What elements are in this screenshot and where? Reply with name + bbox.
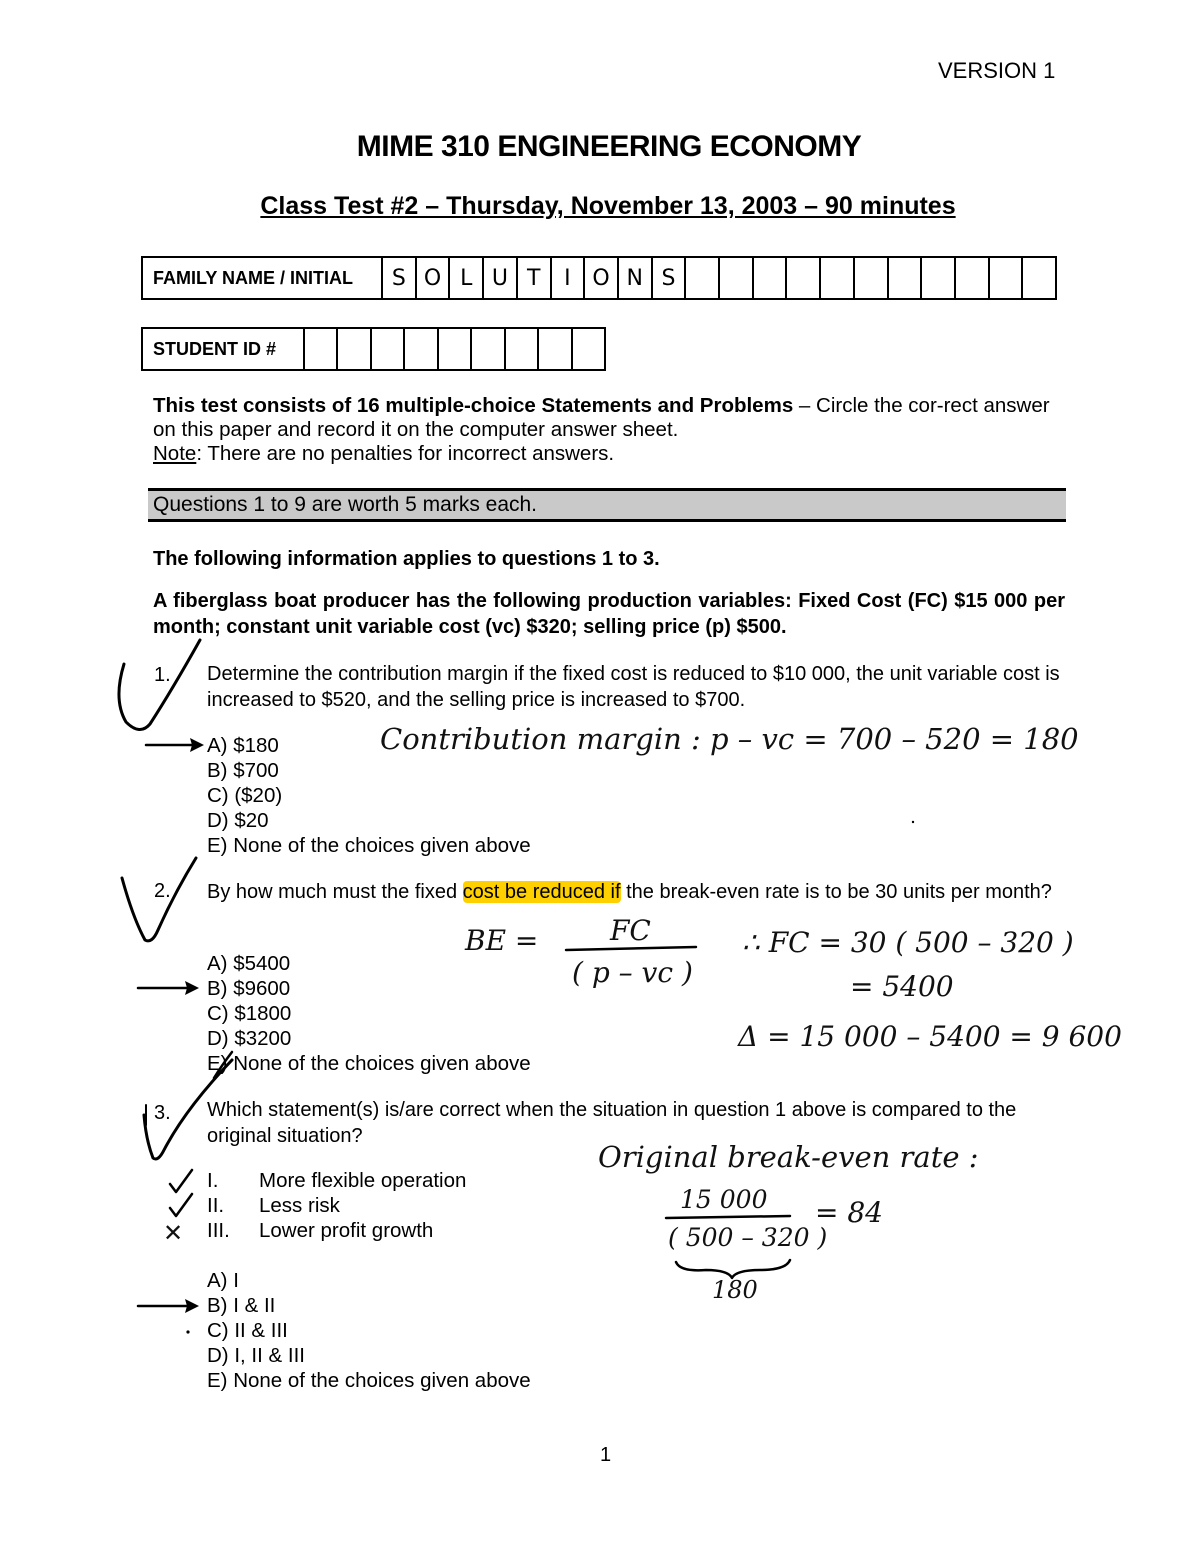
q3-statement-text: Lower profit growth bbox=[259, 1219, 434, 1242]
course-title: MIME 310 ENGINEERING ECONOMY bbox=[356, 130, 862, 163]
q2-option[interactable]: A) $5400 bbox=[207, 952, 291, 975]
q3-option[interactable]: C) II & III bbox=[207, 1319, 288, 1342]
q2-hw-denominator: ( p – vc ) bbox=[572, 956, 693, 989]
q3-statement-number: III. bbox=[207, 1219, 230, 1242]
q3-option[interactable]: D) I, II & III bbox=[207, 1344, 305, 1367]
family-name-cell[interactable]: U bbox=[482, 258, 516, 298]
instructions-bold: This test consists of 16 multiple-choice Statements and Problems bbox=[153, 394, 794, 417]
q2-hw-numerator: FC bbox=[610, 914, 651, 947]
family-name-cell[interactable]: T bbox=[516, 258, 550, 298]
q2-option[interactable]: B) $9600 bbox=[207, 977, 291, 1000]
family-name-cell[interactable]: S bbox=[651, 258, 685, 298]
family-name-cell[interactable]: I bbox=[550, 258, 584, 298]
family-name-cell[interactable]: L bbox=[448, 258, 482, 298]
q1-option[interactable]: C) ($20) bbox=[207, 784, 283, 807]
info-applies: The following information applies to questions 1 to 3. bbox=[153, 548, 660, 570]
info-setup: A fiberglass boat producer has the following production variables: Fixed Cost (FC) $15 000 per month; constant unit variable cost (vc) $320; selling price (p) $500. bbox=[153, 590, 1065, 638]
q2-text-after: the break-even rate is to be 30 units per month? bbox=[620, 881, 1052, 903]
note-text: : There are no penalties for incorrect answers. bbox=[196, 442, 615, 465]
q2-option[interactable]: E) None of the choices given above bbox=[207, 1052, 531, 1075]
section-band: Questions 1 to 9 are worth 5 marks each. bbox=[148, 488, 1066, 522]
q3-hw-numerator: 15 000 bbox=[680, 1185, 768, 1214]
version-label: VERSION 1 bbox=[938, 58, 1056, 83]
q1-option[interactable]: D) $20 bbox=[207, 809, 269, 832]
note-label: Note bbox=[153, 442, 197, 465]
student-id-label: STUDENT ID # bbox=[143, 329, 305, 369]
q3-fraction-bar bbox=[666, 1216, 790, 1218]
q3-hw-under: 180 bbox=[712, 1276, 758, 1304]
q1-option[interactable]: E) None of the choices given above bbox=[207, 834, 531, 857]
q3-option[interactable]: E) None of the choices given above bbox=[207, 1369, 531, 1392]
q3-statement-number: I. bbox=[207, 1169, 219, 1192]
family-name-cell[interactable]: O bbox=[583, 258, 617, 298]
q2-text-before: By how much must the fixed bbox=[207, 881, 463, 903]
q2-option[interactable]: D) $3200 bbox=[207, 1027, 292, 1050]
q1-text: Determine the contribution margin if the fixed cost is reduced to $10 000, the unit variable cost is increased to $520, and the selling price is increased to $700. bbox=[207, 663, 1060, 711]
q3-hw-result: = 84 bbox=[815, 1196, 883, 1229]
family-name-cell[interactable]: S bbox=[391, 265, 406, 291]
q2-highlight: cost be reduced if bbox=[462, 881, 621, 903]
q2-hw-fc: ∴ FC = 30 ( 500 – 320 ) bbox=[742, 926, 1074, 959]
q3-hw-title: Original break-even rate : bbox=[598, 1140, 979, 1174]
q2-fraction-bar bbox=[566, 947, 696, 950]
family-name-cell[interactable]: O bbox=[415, 258, 449, 298]
page-number: 1 bbox=[600, 1444, 612, 1466]
family-name-cell[interactable]: N bbox=[617, 258, 651, 298]
q1-number: 1. bbox=[154, 664, 171, 686]
q3-option[interactable]: A) I bbox=[207, 1269, 239, 1292]
q3-x-mark: ✕ bbox=[163, 1219, 184, 1247]
q3-text: Which statement(s) is/are correct when the situation in question 1 above is compared to the original situation? bbox=[207, 1099, 1017, 1147]
q1-option[interactable]: A) $180 bbox=[207, 734, 279, 757]
instructions-rest: – Circle the cor-rect answer on this paper and record it on the computer answer sheet. bbox=[153, 394, 1050, 441]
q1-checkmark-icon bbox=[119, 640, 200, 730]
q2-hw-be: BE = bbox=[465, 924, 539, 957]
q2-hw-eq: = 5400 bbox=[850, 970, 954, 1003]
stmt2-tick-icon bbox=[170, 1194, 192, 1216]
q2-checkmark-icon bbox=[122, 858, 196, 941]
q3-number: 3. bbox=[154, 1102, 171, 1124]
stmt1-tick-icon bbox=[170, 1170, 192, 1192]
q1-handwriting: Contribution margin : p – vc = 700 – 520 = 180 bbox=[380, 722, 1079, 756]
q2-option[interactable]: C) $1800 bbox=[207, 1002, 292, 1025]
q2-hw-delta: Δ = 15 000 – 5400 = 9 600 bbox=[738, 1020, 1122, 1053]
q3-statement-text: Less risk bbox=[259, 1194, 340, 1217]
q3-option[interactable]: B) I & II bbox=[207, 1294, 276, 1317]
q3-statement-number: II. bbox=[207, 1194, 225, 1217]
q3-underbrace bbox=[676, 1260, 790, 1278]
q3-hw-denominator: ( 500 – 320 ) bbox=[668, 1223, 828, 1252]
q2-number: 2. bbox=[154, 880, 171, 902]
family-name-label: FAMILY NAME / INITIAL bbox=[143, 258, 383, 298]
q1-option[interactable]: B) $700 bbox=[207, 759, 279, 782]
test-title: Class Test #2 – Thursday, November 13, 2003 – 90 minutes bbox=[260, 192, 956, 220]
q3-statement-text: More flexible operation bbox=[259, 1169, 467, 1192]
q3-checkmark-icon bbox=[144, 1060, 232, 1159]
